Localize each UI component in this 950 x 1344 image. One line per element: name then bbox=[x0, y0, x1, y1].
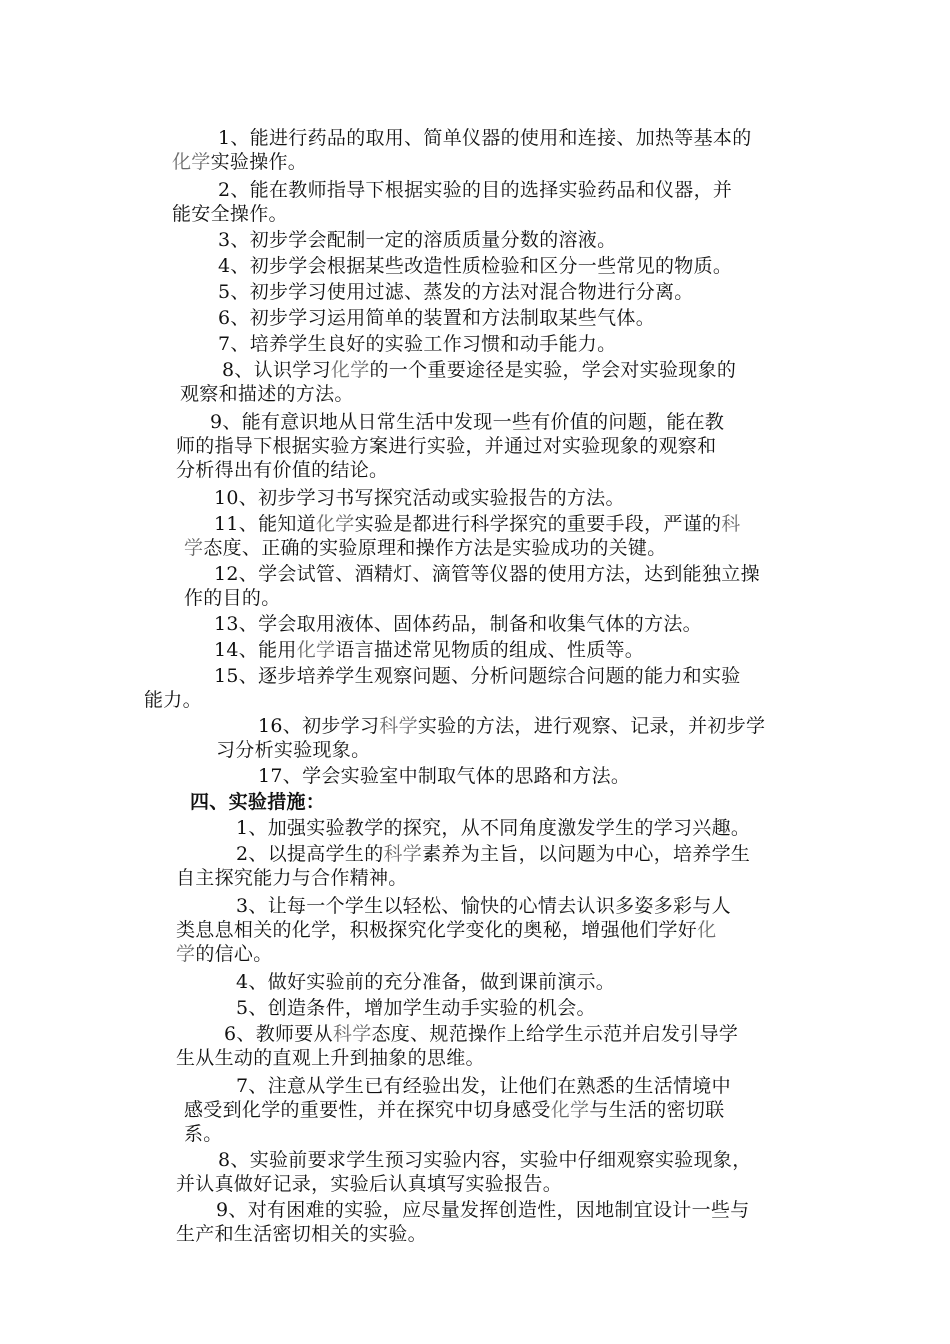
measure-9-line-2: 生产和生活密切相关的实验。 bbox=[176, 1223, 427, 1245]
item-9-line-3: 分析得出有价值的结论。 bbox=[176, 459, 389, 481]
measure-5: 5、创造条件，增加学生动手实验的机会。 bbox=[236, 997, 596, 1019]
item-9-line-1: 9、能有意识地从日常生活中发现一些有价值的问题，能在教 bbox=[210, 411, 725, 433]
keyword-chemistry: 化学 bbox=[172, 151, 211, 173]
measure-8-line-2: 并认真做好记录，实验后认真填写实验报告。 bbox=[176, 1173, 563, 1195]
keyword-chemistry: 化学 bbox=[296, 639, 336, 661]
measure-3-line-2: 类息息相关的化学，积极探究化学变化的奥秘，增强他们学好化 bbox=[176, 919, 717, 941]
measure-4: 4、做好实验前的充分准备，做到课前演示。 bbox=[236, 971, 616, 993]
measure-7-line-1: 7、注意从学生已有经验出发，让他们在熟悉的生活情境中 bbox=[236, 1075, 731, 1097]
measure-3-line-3: 学的信心。 bbox=[176, 943, 273, 965]
keyword-science: 科学 bbox=[383, 843, 423, 865]
keyword-science: 学 bbox=[184, 537, 204, 559]
keyword-chemistry: 化学 bbox=[315, 513, 355, 535]
item-1-line-1: 1、能进行药品的取用、简单仪器的使用和连接、加热等基本的 bbox=[218, 127, 752, 149]
measure-1: 1、加强实验教学的探究，从不同角度激发学生的学习兴趣。 bbox=[236, 817, 751, 839]
section-heading: 四、实验措施： bbox=[190, 791, 326, 813]
keyword-chemistry: 化学 bbox=[550, 1099, 590, 1121]
measure-7-line-2: 感受到化学的重要性，并在探究中切身感受化学与生活的密切联 bbox=[184, 1099, 725, 1121]
item-2-line-2: 能安全操作。 bbox=[172, 203, 288, 225]
keyword-chemistry: 化 bbox=[697, 919, 717, 941]
item-3: 3、初步学会配制一定的溶质质量分数的溶液。 bbox=[218, 229, 617, 251]
item-14: 14、能用化学语言描述常见物质的组成、性质等。 bbox=[214, 639, 645, 661]
keyword-science: 科 bbox=[721, 513, 741, 535]
item-13: 13、学会取用液体、固体药品，制备和收集气体的方法。 bbox=[214, 613, 702, 635]
item-9-line-2: 师的指导下根据实验方案进行实验，并通过对实验现象的观察和 bbox=[176, 435, 717, 457]
measure-9-line-1: 9、对有困难的实验，应尽量发挥创造性，因地制宜设计一些与 bbox=[216, 1199, 750, 1221]
item-6: 6、初步学习运用简单的装置和方法制取某些气体。 bbox=[218, 307, 655, 329]
item-12-line-2: 作的目的。 bbox=[184, 587, 281, 609]
item-8-line-1: 8、认识学习化学的一个重要途径是实验，学会对实验现象的 bbox=[222, 359, 737, 381]
measure-6-line-2: 生从生动的直观上升到抽象的思维。 bbox=[176, 1047, 485, 1069]
measure-3-line-1: 3、让每一个学生以轻松、愉快的心情去认识多姿多彩与人 bbox=[236, 895, 731, 917]
item-4: 4、初步学会根据某些改造性质检验和区分一些常见的物质。 bbox=[218, 255, 733, 277]
keyword-chemistry: 学 bbox=[176, 943, 196, 965]
item-8-line-2: 观察和描述的方法。 bbox=[180, 383, 354, 405]
measure-2-line-2: 自主探究能力与合作精神。 bbox=[176, 867, 408, 889]
item-15-line-1: 15、逐步培养学生观察问题、分析问题综合问题的能力和实验 bbox=[214, 665, 741, 687]
item-11-line-2: 学态度、正确的实验原理和操作方法是实验成功的关键。 bbox=[184, 537, 667, 559]
item-7: 7、培养学生良好的实验工作习惯和动手能力。 bbox=[218, 333, 617, 355]
item-16-line-2: 习分析实验现象。 bbox=[216, 739, 371, 761]
measure-8-line-1: 8、实验前要求学生预习实验内容，实验中仔细观察实验现象， bbox=[218, 1149, 752, 1171]
item-5: 5、初步学习使用过滤、蒸发的方法对混合物进行分离。 bbox=[218, 281, 694, 303]
keyword-science: 科学 bbox=[379, 715, 418, 737]
keyword-science: 科学 bbox=[332, 1023, 372, 1045]
measure-7-line-3: 系。 bbox=[184, 1123, 223, 1145]
keyword-chemistry: 化学 bbox=[330, 359, 370, 381]
measure-6-line-1: 6、教师要从科学态度、规范操作上给学生示范并启发引导学 bbox=[224, 1023, 739, 1045]
item-17: 17、学会实验室中制取气体的思路和方法。 bbox=[258, 765, 631, 787]
item-15-line-2: 能力。 bbox=[144, 689, 202, 711]
item-12-line-1: 12、学会试管、酒精灯、滴管等仪器的使用方法，达到能独立操 bbox=[214, 563, 760, 585]
item-2-line-1: 2、能在教师指导下根据实验的目的选择实验药品和仪器，并 bbox=[218, 179, 733, 201]
item-16-line-1: 16、初步学习科学实验的方法，进行观察、记录，并初步学 bbox=[258, 715, 766, 737]
item-11-line-1: 11、能知道化学实验是都进行科学探究的重要手段，严谨的科 bbox=[214, 513, 741, 535]
measure-2-line-1: 2、以提高学生的科学素养为主旨，以问题为中心，培养学生 bbox=[236, 843, 751, 865]
item-1-line-2: 化学实验操作。 bbox=[172, 151, 308, 173]
item-10: 10、初步学习书写探究活动或实验报告的方法。 bbox=[214, 487, 625, 509]
